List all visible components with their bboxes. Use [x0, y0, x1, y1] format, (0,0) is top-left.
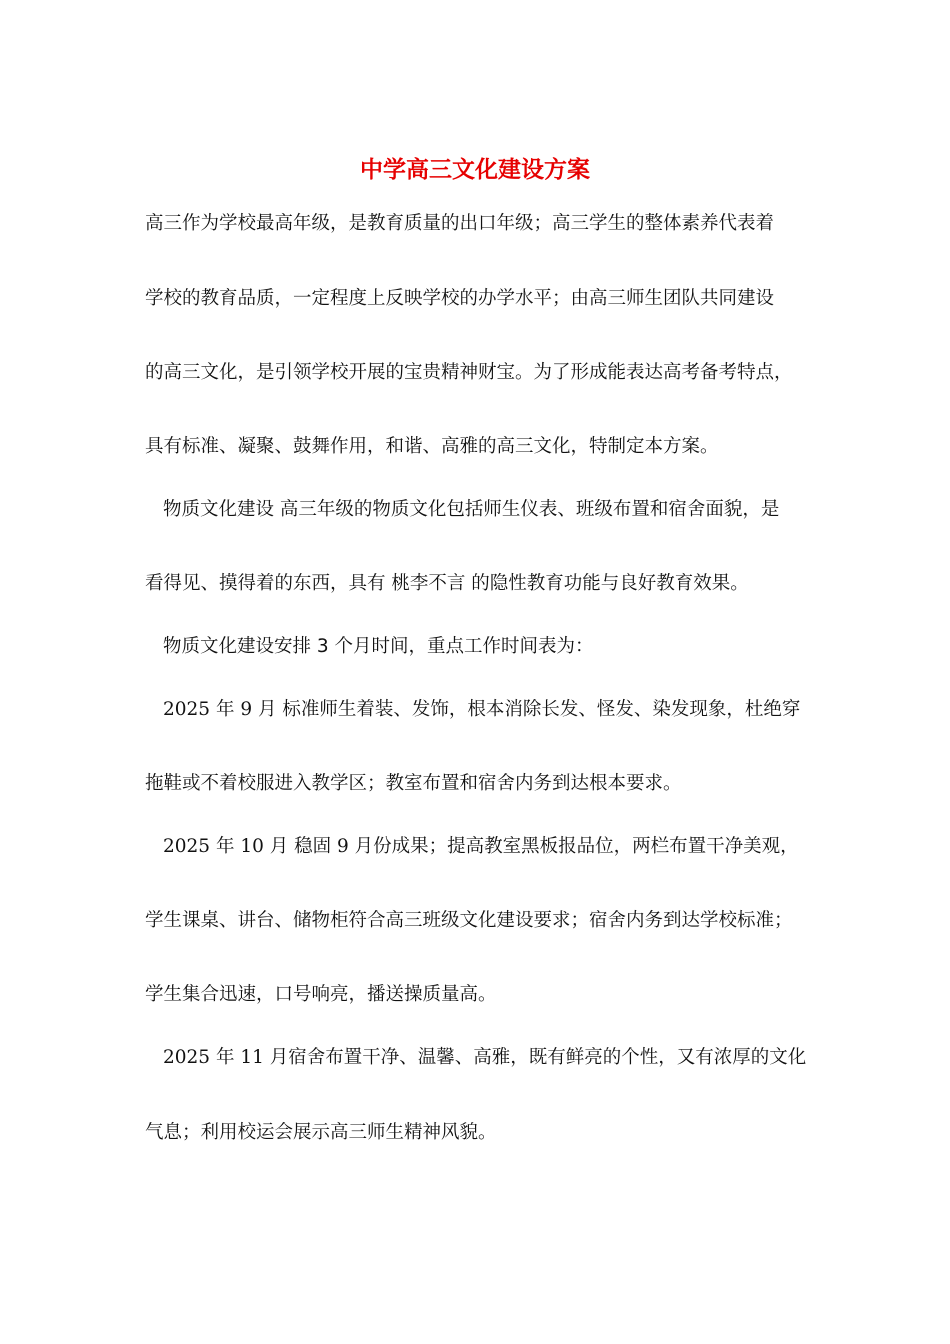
document-title: 中学高三文化建设方案 [360, 156, 590, 183]
paragraph-line: 2025 年 9 月 标准师生着装、发饰，根本消除长发、怪发、染发现象，杜绝穿 [163, 699, 801, 720]
paragraph-line: 的高三文化，是引领学校开展的宝贵精神财宝。为了形成能表达高考备考特点， [145, 362, 793, 383]
paragraph-line: 气息；利用校运会展示高三师生精神风貌。 [145, 1122, 497, 1143]
paragraph-line: 2025 年 10 月 稳固 9 月份成果；提高教室黑板报品位，两栏布置干净美观， [163, 836, 799, 857]
paragraph-line: 物质文化建设安排 3 个月时间，重点工作时间表为： [163, 636, 594, 657]
paragraph-line: 学生课桌、讲台、储物柜符合高三班级文化建设要求；宿舍内务到达学校标准； [145, 910, 793, 931]
paragraph-line: 具有标准、凝聚、鼓舞作用，和谐、高雅的高三文化，特制定本方案。 [145, 436, 719, 457]
paragraph-line: 拖鞋或不着校服进入教学区；教室布置和宿舍内务到达根本要求。 [145, 773, 682, 794]
paragraph-line: 2025 年 11 月宿舍布置干净、温馨、高雅，既有鲜亮的个性，又有浓厚的文化 [163, 1047, 807, 1068]
paragraph-line: 学生集合迅速，口号响亮，播送操质量高。 [145, 984, 497, 1005]
paragraph-line: 物质文化建设 高三年级的物质文化包括师生仪表、班级布置和宿舍面貌，是 [163, 499, 780, 520]
paragraph-line: 看得见、摸得着的东西，具有 桃李不言 的隐性教育功能与良好教育效果。 [145, 573, 749, 594]
paragraph-line: 高三作为学校最高年级，是教育质量的出口年级；高三学生的整体素养代表着 [145, 213, 775, 234]
paragraph-line: 学校的教育品质，一定程度上反映学校的办学水平；由高三师生团队共同建设 [145, 288, 775, 309]
